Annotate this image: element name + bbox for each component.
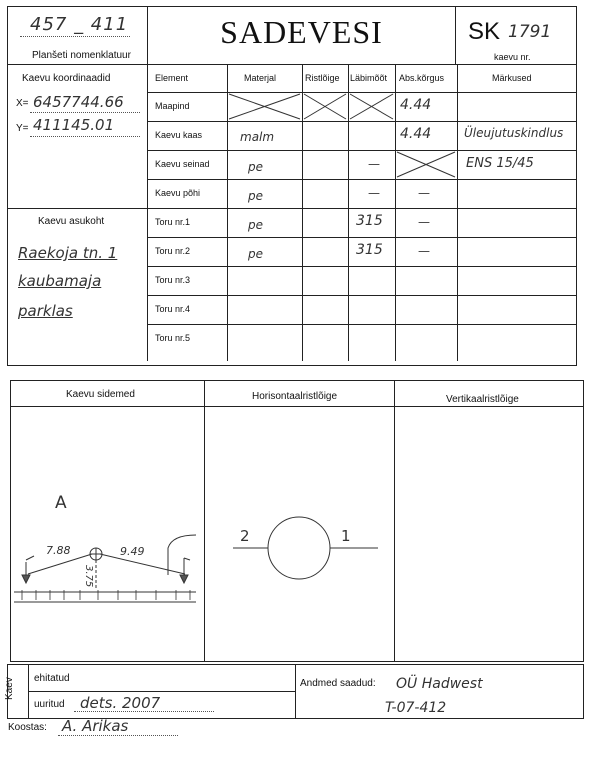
sheet-label: Planšeti nomenklatuur [32,50,131,61]
row-material-3: pe [248,160,263,174]
footer-side-label: Kaev [4,677,15,700]
data-from-value1: OÜ Hadwest [396,676,483,692]
row-element-4: Kaevu põhi [155,188,201,198]
sketch-col1-label: Kaevu sidemed [66,389,135,400]
page-title: SADEVESI [220,14,383,50]
row-notes-3: ENS 15/45 [466,156,534,171]
data-from-label: Andmed saadud: [300,678,376,689]
location-line3: parklas [18,302,73,320]
row-element-1: Maapind [155,101,190,111]
row-notes-2: Üleujutuskindlus [464,126,564,140]
header-element: Element [155,73,189,83]
row-diameter-3: — [368,157,380,171]
built-label: ehitatud [34,673,70,684]
location-line1: Raekoja tn. 1 [18,244,118,262]
row-element-8: Toru nr.4 [155,304,191,314]
row-material-4: pe [248,189,263,203]
author-label: Koostas: [8,722,47,733]
sketch-letter: A [55,493,67,513]
row-element-6: Toru nr.2 [155,246,191,256]
header-cross: Ristlõige [305,73,340,83]
row-abs-4: — [418,186,430,200]
coord-y-prefix: Y= [16,123,29,134]
dist-right: 9.49 [120,545,145,558]
coord-x-prefix: X= [16,98,29,109]
coord-y-value: 411145.01 [33,116,115,134]
surveyed-label: uuritud [34,699,65,710]
well-prefix: SK [468,18,501,45]
pipe-label-left: 2 [240,527,250,545]
row-diameter-4: — [368,186,380,200]
row-element-9: Toru nr.5 [155,333,191,343]
header-notes: Märkused [492,73,532,83]
row-abs-5: — [418,215,430,229]
row-element-3: Kaevu seinad [155,159,210,169]
well-number: 1791 [508,22,552,42]
header-abs: Abs.kõrgus [399,73,445,83]
row-diameter-6: 315 [356,242,383,258]
row-material-2: malm [240,130,275,144]
row-abs-1: 4.44 [400,97,432,113]
location-line2: kaubamaja [18,272,102,290]
row-diameter-5: 315 [356,213,383,229]
sketch-col2-label: Horisontaalristlõige [252,391,338,402]
header-material: Materjal [244,73,277,83]
coords-label: Kaevu koordinaadid [22,73,111,84]
row-element-2: Kaevu kaas [155,130,203,140]
well-label: kaevu nr. [494,52,531,62]
data-from-value2: T-07-412 [385,700,447,716]
row-element-7: Toru nr.3 [155,275,191,285]
row-material-5: pe [248,218,263,232]
header-diameter: Läbimõõt [350,73,388,83]
sheet-code: 457 _ 411 [30,14,129,35]
depth-value: 3.75 [83,565,94,588]
coord-x-value: 6457744.66 [33,93,124,111]
dist-left: 7.88 [46,544,71,557]
row-material-6: pe [248,247,263,261]
location-label: Kaevu asukoht [38,216,105,227]
row-abs-6: — [418,244,430,258]
author-value: A. Arikas [62,717,129,735]
sketch-col3-label: Vertikaalristlõige [446,394,519,405]
surveyed-value: dets. 2007 [80,694,161,712]
row-abs-2: 4.44 [400,126,432,142]
pipe-label-right: 1 [341,527,351,545]
row-element-5: Toru nr.1 [155,217,191,227]
